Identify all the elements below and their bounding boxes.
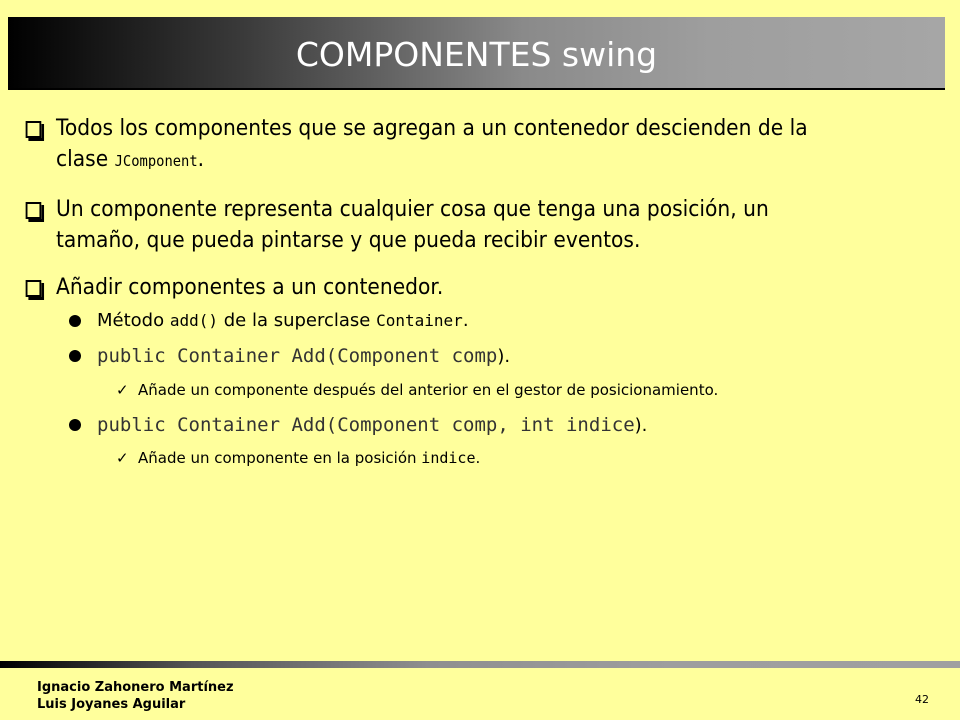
sub-bullet-3 — [97, 413, 897, 438]
sub-1-part-3: Container — [376, 311, 463, 330]
bullet-1 — [56, 113, 847, 177]
sub-bullet-1 — [97, 309, 897, 333]
footer-author-1: Ignacio Zahonero Martínez — [37, 680, 234, 695]
square-bullet-icon — [26, 202, 42, 219]
bullet-2-text: Un componente representa cualquier cosa que tenga una posición, un tamaño, que pueda pintarse y que pueda recibir eventos. — [56, 197, 769, 253]
square-bullet-icon — [26, 280, 42, 297]
bullet-1-code: JComponent — [114, 152, 198, 170]
checkmark-icon: ✓ — [116, 381, 129, 399]
check-item-2 — [116, 448, 898, 468]
sub-1-part-2: de la superclase — [218, 310, 377, 331]
sub-1-part-0: Método — [97, 310, 170, 331]
round-bullet-icon — [69, 350, 81, 362]
check-item-1 — [116, 380, 898, 400]
round-bullet-icon — [69, 315, 81, 327]
bullet-3 — [56, 272, 847, 303]
bullet-3-text: Añadir componentes a un contenedor. — [56, 275, 444, 300]
sub-2-code: public Container Add(Component comp — [97, 345, 498, 367]
footer-author-2: Luis Joyanes Aguilar — [37, 697, 186, 712]
sub-2-suffix: ). — [497, 346, 511, 367]
check-1-text: Añade un componente después del anterior en el gestor de posicionamiento. — [138, 381, 719, 399]
sub-1-part-4: . — [462, 310, 469, 331]
page-number: 42 — [915, 693, 929, 706]
sub-1-part-1: add() — [169, 311, 219, 330]
square-bullet-icon — [26, 121, 42, 138]
check-2-text: Añade un componente en la posición — [138, 449, 422, 467]
sub-3-suffix: ). — [634, 415, 648, 436]
bullet-2 — [56, 194, 847, 256]
footer-divider — [0, 661, 960, 668]
bullet-1-text: Todos los componentes que se agregan a un contenedor descienden de la clase — [56, 116, 808, 172]
sub-bullet-2 — [97, 344, 897, 369]
round-bullet-icon — [69, 419, 81, 431]
slide-title: COMPONENTES swing — [295, 35, 658, 74]
bullet-1-suffix: . — [197, 147, 205, 172]
check-2-code: indice — [421, 449, 476, 467]
sub-3-code: public Container Add(Component comp, int indice — [97, 414, 635, 436]
checkmark-icon: ✓ — [116, 449, 129, 467]
check-2-suffix: . — [475, 449, 481, 467]
